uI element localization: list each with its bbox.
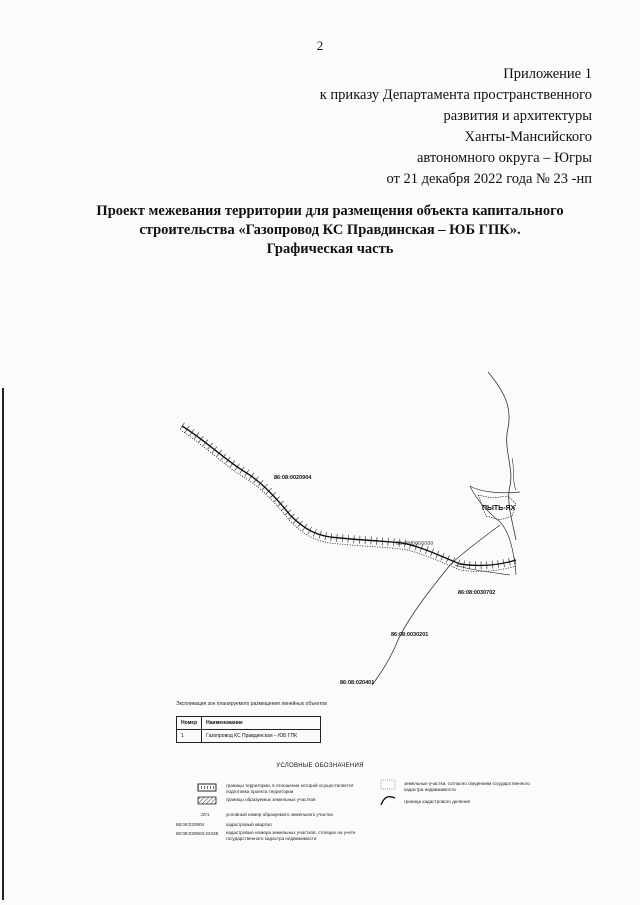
explication-table: [176, 716, 321, 743]
pipeline-buffer: [182, 431, 516, 571]
formed-plot-symbol: [198, 797, 216, 804]
table-header-row: [177, 717, 321, 730]
page-number: 2: [316, 38, 324, 53]
appendix-line: к приказу Департамента пространственного: [319, 87, 592, 103]
legend-item-text: граница кадастрового деления: [404, 799, 471, 804]
column-header: Номер: [177, 717, 202, 730]
title-line: Проект межевания территории для размещения объекта капитального: [96, 203, 564, 219]
table-row: [177, 730, 321, 743]
table-cell: Газопровод КС Правдинская – ЮБ ГПК: [202, 730, 321, 743]
registered-plot-symbol: [381, 780, 395, 789]
explication-caption: Экспликация зон планируемого размещения линейных объектов: [176, 701, 327, 707]
cadastral-label: 86:08:0030201: [391, 632, 429, 638]
cadastral-boundary: [372, 525, 500, 685]
appendix-line: Приложение 1: [503, 66, 592, 82]
town-label: ПЫТЬ-ЯХ: [482, 505, 516, 512]
legend-item-text: кадастровые номера земельных участков, стоящих на учете государственного кадастра недвижимости: [226, 830, 356, 841]
legend-item-text: границы территории, в отношении которой осуществляется подготовка проекта территории: [226, 783, 354, 794]
legend-item-symbol: :ЗУ1: [200, 812, 210, 817]
title-line: Графическая часть: [266, 241, 394, 257]
river-line: [512, 458, 516, 490]
cadastral-label: 86:08:0000000: [396, 541, 434, 547]
cadastral-label: 86:08:020401: [340, 680, 375, 686]
legend-item-symbol: 86:08:020904: [176, 822, 205, 827]
legend-title: УСЛОВНЫЕ ОБОЗНАЧЕНИЯ: [276, 763, 364, 769]
appendix-line: развития и архитектуры: [443, 108, 592, 124]
cadastral-boundary: [455, 565, 510, 575]
appendix-line: автономного округа – Югры: [416, 150, 592, 166]
column-header: Наименование: [202, 717, 321, 730]
table-cell: 1: [177, 730, 202, 743]
cadastral-label: 86:08:0020904: [274, 475, 312, 481]
cadastral-label: 86:08:0030702: [458, 590, 496, 596]
legend-item-text: земельные участки, согласно сведениям государственного кадастра недвижимости: [404, 781, 530, 792]
legend-item-text: границы образуемых земельных участков: [226, 797, 316, 802]
title-line: строительства «Газопровод КС Правдинская – ЮБ ГПК».: [139, 222, 521, 238]
legend-item-text: кадастровый квартал: [226, 822, 272, 827]
legend-item-text: условный номер образуемого земельного участка: [226, 812, 333, 817]
appendix-line: от 21 декабря 2022 года № 23 -нп: [386, 171, 592, 187]
appendix-line: Ханты-Мансийского: [464, 129, 592, 145]
cadastral-division-symbol: [381, 797, 395, 805]
river-line: [470, 486, 520, 493]
pipeline-hatch: [182, 426, 516, 565]
pipeline-route: [182, 426, 516, 565]
legend-item-symbol: 86:08:020904:23438: [176, 831, 219, 836]
